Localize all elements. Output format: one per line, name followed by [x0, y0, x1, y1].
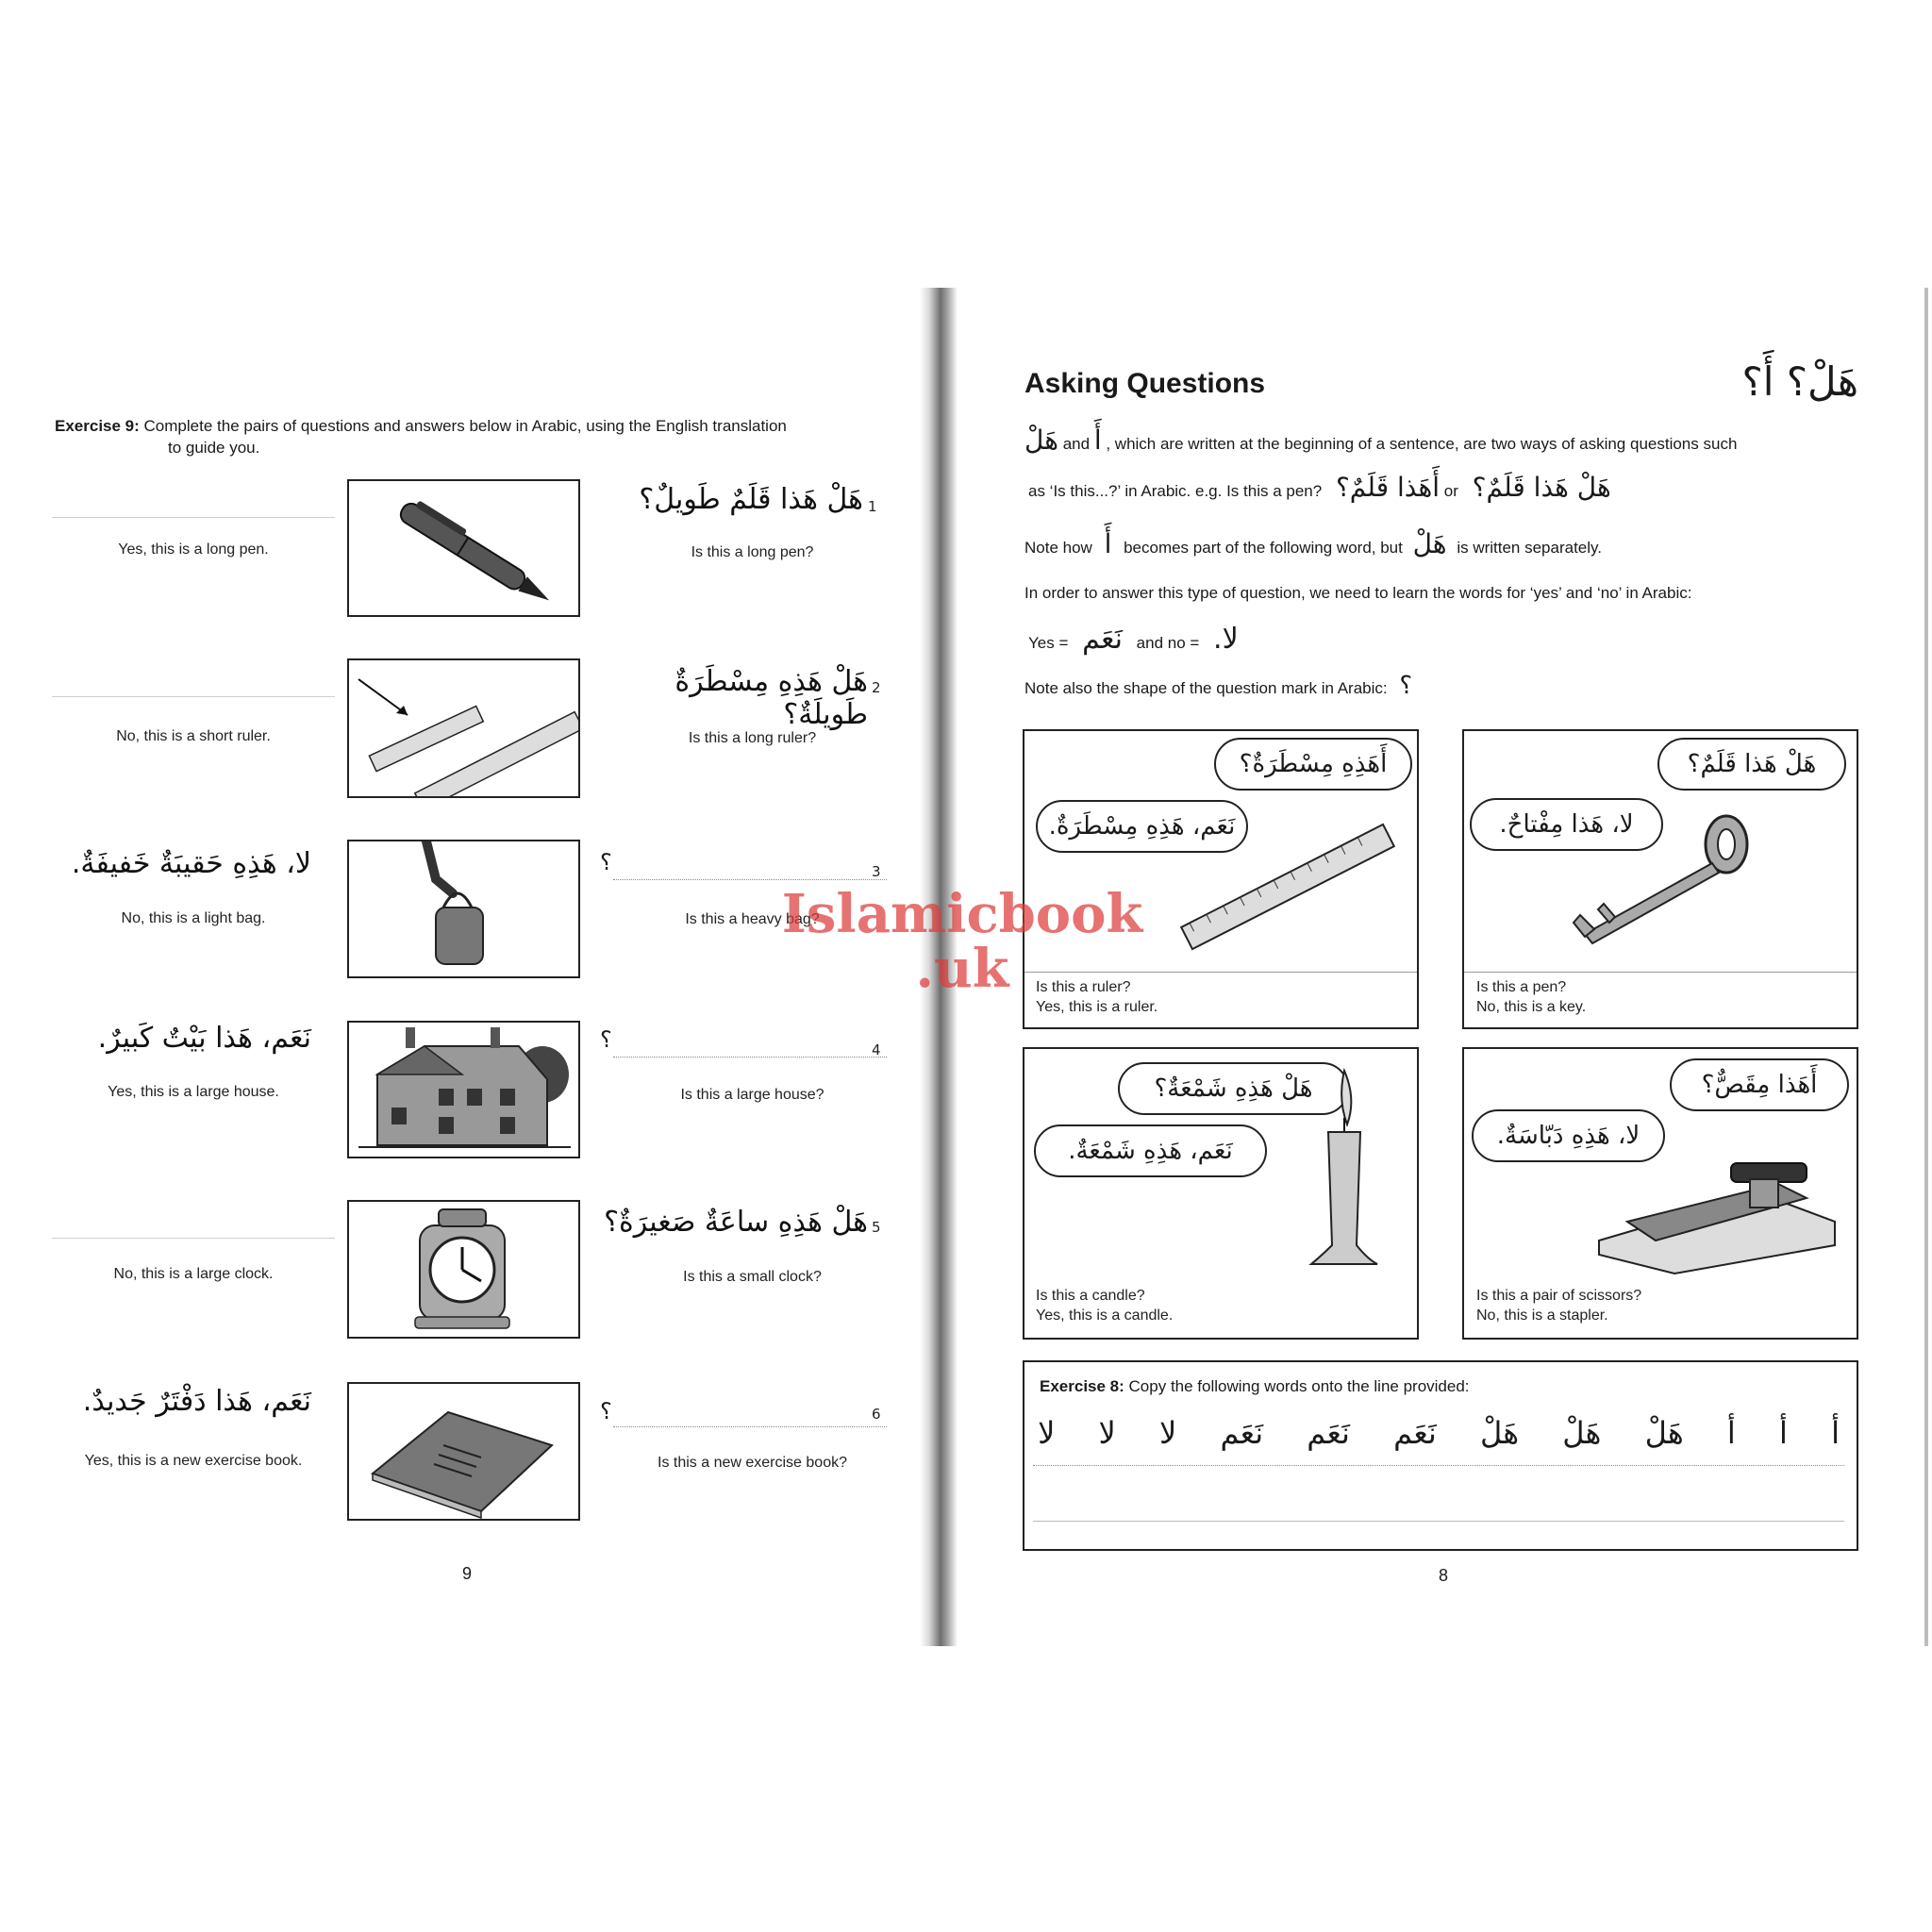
question-mark: ؟	[600, 1026, 612, 1053]
answer-line[interactable]	[52, 1238, 335, 1239]
exercise-8-word: لا	[1159, 1415, 1177, 1451]
watermark-line-1: Islamicbook	[781, 883, 1143, 945]
intro-paragraph-6	[1024, 672, 1685, 700]
item-number: 6	[872, 1406, 881, 1423]
question-english: Is this a small clock?	[683, 1269, 822, 1285]
page-title: Asking Questions	[1024, 368, 1266, 399]
yes-label: Yes =	[1028, 634, 1069, 652]
exercise-8-word: نَعَم	[1220, 1415, 1264, 1451]
caption-answer: Yes, this is a candle.	[1036, 1307, 1174, 1324]
picture-box	[347, 1021, 580, 1158]
watermark-line-2: .uk	[915, 938, 1009, 1000]
page-edge	[1924, 288, 1928, 1646]
intro-text: as ‘Is this...?’ in Arabic. e.g. Is this a pen?	[1028, 482, 1323, 500]
question-english: Is this a long pen?	[691, 544, 814, 560]
exercise-8-label: Exercise 8:	[1040, 1377, 1124, 1395]
question-mark: ؟	[600, 1398, 612, 1424]
question-english: Is this a large house?	[680, 1087, 824, 1103]
answer-english: Yes, this is a new exercise book.	[84, 1453, 303, 1469]
page-number: 9	[461, 1564, 472, 1583]
pen-icon	[349, 481, 578, 615]
caption-answer: Yes, this is a ruler.	[1036, 999, 1158, 1015]
exercise-8-word: نَعَم	[1393, 1415, 1437, 1451]
answer-line[interactable]	[52, 696, 335, 697]
question-bubble: أَهَذا مِقَصٌّ؟	[1670, 1058, 1849, 1111]
question-line[interactable]	[613, 879, 887, 880]
intro-text: becomes part of the following word, but	[1124, 539, 1403, 557]
caption-answer: No, this is a stapler.	[1476, 1307, 1608, 1324]
item-number: 1	[868, 498, 877, 515]
copy-line[interactable]	[1033, 1521, 1844, 1522]
question-arabic: هَلْ هَذِهِ ساعَةٌ صَغيرَةٌ؟	[604, 1206, 868, 1239]
caption-divider	[1464, 972, 1857, 973]
answer-bubble: لا، هَذا مِفْتاحٌ.	[1470, 798, 1663, 851]
arabic-no: لا.	[1213, 623, 1239, 656]
exercise-8-word: هَلْ	[1644, 1415, 1684, 1451]
clock-icon	[349, 1202, 578, 1337]
arabic-a: أَ	[1093, 425, 1102, 456]
answer-line[interactable]	[52, 517, 335, 518]
answer-english: No, this is a light bag.	[121, 910, 266, 926]
no-label: and no =	[1136, 634, 1200, 652]
question-mark: ؟	[600, 849, 612, 875]
example-arabic-a: أَهَذا قَلَمٌ؟	[1335, 472, 1441, 503]
caption-question: Is this a pen?	[1476, 979, 1567, 995]
arabic-hal: هَلْ	[1412, 528, 1447, 559]
exercise-8-word: هَلْ	[1562, 1415, 1602, 1451]
book-icon	[349, 1384, 578, 1519]
caption-question: Is this a candle?	[1036, 1288, 1145, 1304]
exercise-8-word: أ	[1726, 1415, 1736, 1451]
intro-paragraph-3	[1024, 528, 1874, 559]
key-icon	[1557, 811, 1764, 953]
intro-paragraph-1	[1024, 425, 1874, 456]
answer-arabic: لا، هَذِهِ حَقيبَةٌ خَفيفَةٌ.	[71, 847, 311, 880]
intro-paragraph-4: In order to answer this type of question, we need to learn the words for ‘yes’ and ‘no’ in Arabic:	[1024, 584, 1692, 602]
exercise-8-word: هَلْ	[1479, 1415, 1520, 1451]
arabic-a: أَ	[1104, 528, 1112, 559]
copy-line[interactable]	[1033, 1465, 1844, 1466]
question-arabic: هَلْ هَذا قَلَمٌ طَويلٌ؟	[639, 483, 863, 516]
intro-paragraph-2	[1028, 472, 1877, 503]
exercise-9-text: Complete the pairs of questions and answers below in Arabic, using the English translation	[143, 417, 787, 435]
exercise-8-word: نَعَم	[1307, 1415, 1350, 1451]
ruler-icon	[349, 660, 578, 796]
question-line[interactable]	[613, 1426, 887, 1427]
intro-text: , which are written at the beginning of a sentence, are two ways of asking questions such	[1106, 435, 1738, 453]
intro-text: and	[1062, 435, 1091, 453]
house-icon	[349, 1023, 578, 1157]
stapler-icon	[1590, 1156, 1844, 1278]
question-bubble: هَلْ هَذا قَلَمٌ؟	[1657, 738, 1846, 791]
question-bubble: هَلْ هَذِهِ شَمْعَةٌ؟	[1118, 1062, 1349, 1115]
item-number: 2	[872, 679, 881, 696]
candle-icon	[1302, 1066, 1387, 1274]
answer-arabic: نَعَم، هَذا دَفْتَرٌ جَديدٌ.	[82, 1385, 311, 1418]
picture-box	[347, 840, 580, 978]
intro-text: or	[1443, 482, 1458, 500]
exercise-8-word-row	[1038, 1415, 1840, 1451]
caption-question: Is this a pair of scissors?	[1476, 1288, 1642, 1304]
answer-english: Yes, this is a large house.	[108, 1084, 279, 1100]
item-number: 4	[872, 1041, 881, 1058]
exercise-8-text: Copy the following words onto the line provided:	[1128, 1377, 1470, 1395]
picture-box	[347, 479, 580, 617]
item-number: 3	[872, 863, 881, 880]
exercise-9-heading	[55, 415, 904, 458]
item-number: 5	[872, 1219, 881, 1236]
answer-bubble: لا، هَذِهِ دَبّاسَةٌ.	[1472, 1109, 1665, 1162]
question-english: Is this a long ruler?	[688, 730, 817, 746]
bag-icon	[349, 841, 578, 976]
picture-box	[347, 658, 580, 798]
answer-english: Yes, this is a long pen.	[118, 541, 269, 558]
question-line[interactable]	[613, 1057, 887, 1058]
yes-no-line	[1028, 623, 1500, 656]
question-english: Is this a heavy bag?	[685, 911, 820, 927]
exercise-9-text-2: to guide you.	[168, 439, 260, 457]
example-arabic-hal: هَلْ هَذا قَلَمٌ؟	[1472, 472, 1611, 503]
ruler-icon	[1170, 807, 1406, 967]
arabic-hal: هَلْ	[1024, 425, 1058, 456]
exercise-9-label: Exercise 9:	[55, 417, 140, 435]
answer-bubble: نَعَم، هَذِهِ شَمْعَةٌ.	[1034, 1124, 1267, 1177]
picture-box	[347, 1382, 580, 1521]
exercise-8-word: لا	[1098, 1415, 1116, 1451]
exercise-8-heading	[1040, 1377, 1470, 1396]
answer-english: No, this is a large clock.	[113, 1266, 274, 1282]
question-english: Is this a new exercise book?	[658, 1455, 847, 1471]
intro-text: Note also the shape of the question mark in Arabic:	[1024, 679, 1388, 697]
intro-text: Note how	[1024, 539, 1092, 557]
page-number: 8	[1438, 1566, 1448, 1585]
answer-arabic: نَعَم، هَذا بَيْتٌ كَبيرٌ.	[97, 1022, 311, 1055]
caption-answer: No, this is a key.	[1476, 999, 1587, 1015]
intro-text: is written separately.	[1457, 539, 1603, 557]
question-arabic: هَلْ هَذِهِ مِسْطَرَةٌ طَويلَةٌ؟	[675, 665, 868, 731]
watermark	[774, 883, 1151, 1000]
answer-bubble: نَعَم، هَذِهِ مِسْطَرَةٌ.	[1036, 800, 1248, 853]
exercise-8-word: أ	[1831, 1415, 1840, 1451]
title-arabic: هَلْ؟ أَ؟	[1741, 358, 1858, 405]
arabic-question-mark: ؟	[1399, 672, 1413, 700]
picture-box	[347, 1200, 580, 1339]
exercise-8-word: لا	[1038, 1415, 1056, 1451]
exercise-8-word: أ	[1779, 1415, 1788, 1451]
arabic-yes: نَعَم	[1082, 623, 1123, 656]
question-bubble: أَهَذِهِ مِسْطَرَةٌ؟	[1214, 738, 1412, 791]
caption-question: Is this a ruler?	[1036, 979, 1131, 995]
answer-english: No, this is a short ruler.	[116, 728, 271, 744]
